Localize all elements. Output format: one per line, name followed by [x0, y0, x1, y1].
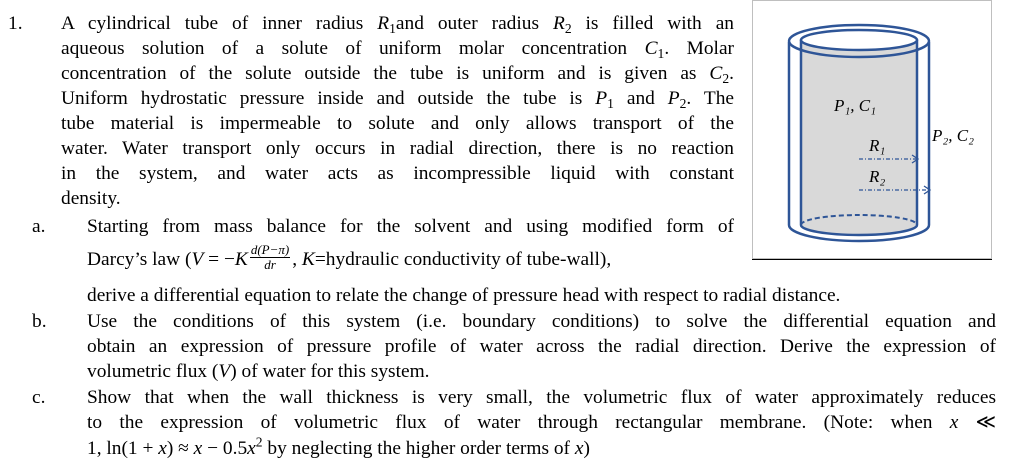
figure-divider	[752, 259, 992, 260]
problem-line-5: tube material is impermeable to solute and only allows transport of the	[61, 113, 734, 134]
r1-label: R₁	[869, 136, 886, 155]
inner-top-rim	[801, 30, 917, 50]
problem-line-8: density.	[61, 188, 121, 209]
inner-fluid	[801, 40, 917, 225]
part-a-line-3: derive a differential equation to relate the change of pressure head with respect to radial distance.	[87, 285, 841, 306]
part-c-label: c.	[32, 387, 46, 408]
inside-label: P₁, C₁	[834, 96, 877, 115]
part-c-line-2: to the expression of volumetric flux of water through rectangular membrane. (Note: when x ≪	[87, 412, 996, 433]
problem-line-4: Uniform hydrostatic pressure inside and outside the tube is $P_1$ and $P_2$. The	[61, 88, 734, 112]
problem-line-3: concentration of the solute outside the tube is uniform and is given as $C_2$.	[61, 63, 734, 87]
part-c-line-3: 1, $\ln(1 + x) \approx x - 0.5x^2$ by neglecting the higher order terms of x)	[87, 434, 590, 459]
part-a-line-2: Darcy’s law (V = −K $\frac{d(P-\pi)}{dr}$ , K=hydraulic conductivity of tube-wall),	[87, 242, 612, 272]
problem-line-6: water. Water transport only occurs in radial direction, there is no reaction	[61, 138, 734, 159]
cylinder-figure	[752, 0, 992, 259]
part-a-line-1: Starting from mass balance for the solvent and using modified form of	[87, 216, 734, 237]
part-b-line-2: obtain an expression of pressure profile of water across the radial direction. Derive the expression of	[87, 336, 996, 357]
part-a-label: a.	[32, 216, 46, 237]
part-b-label: b.	[32, 311, 47, 332]
r2-label: R₂	[869, 167, 886, 186]
problem-number: 1.	[8, 13, 23, 34]
cylinder-diagram	[752, 0, 992, 259]
part-b-line-1: Use the conditions of this system (i.e. boundary conditions) to solve the differential equation and	[87, 311, 996, 332]
problem-line-2: aqueous solution of a solute of uniform molar concentration $C_1$. Molar	[61, 38, 735, 62]
problem-line-1: A cylindrical tube of inner radius $R_1and$ outer radius $R_2$ is filled with an	[61, 13, 734, 37]
darcy-fraction: $\frac{d(P-\pi)}{dr}$	[250, 242, 290, 272]
problem-line-7: in the system, and water acts as incompressible liquid with constant	[61, 163, 734, 184]
outside-label: P₂, C₂	[932, 126, 975, 145]
part-c-line-1: Show that when the wall thickness is very small, the volumetric flux of water approximately reduces	[87, 387, 996, 408]
part-b-line-3: volumetric flux (V) of water for this system.	[87, 361, 430, 382]
